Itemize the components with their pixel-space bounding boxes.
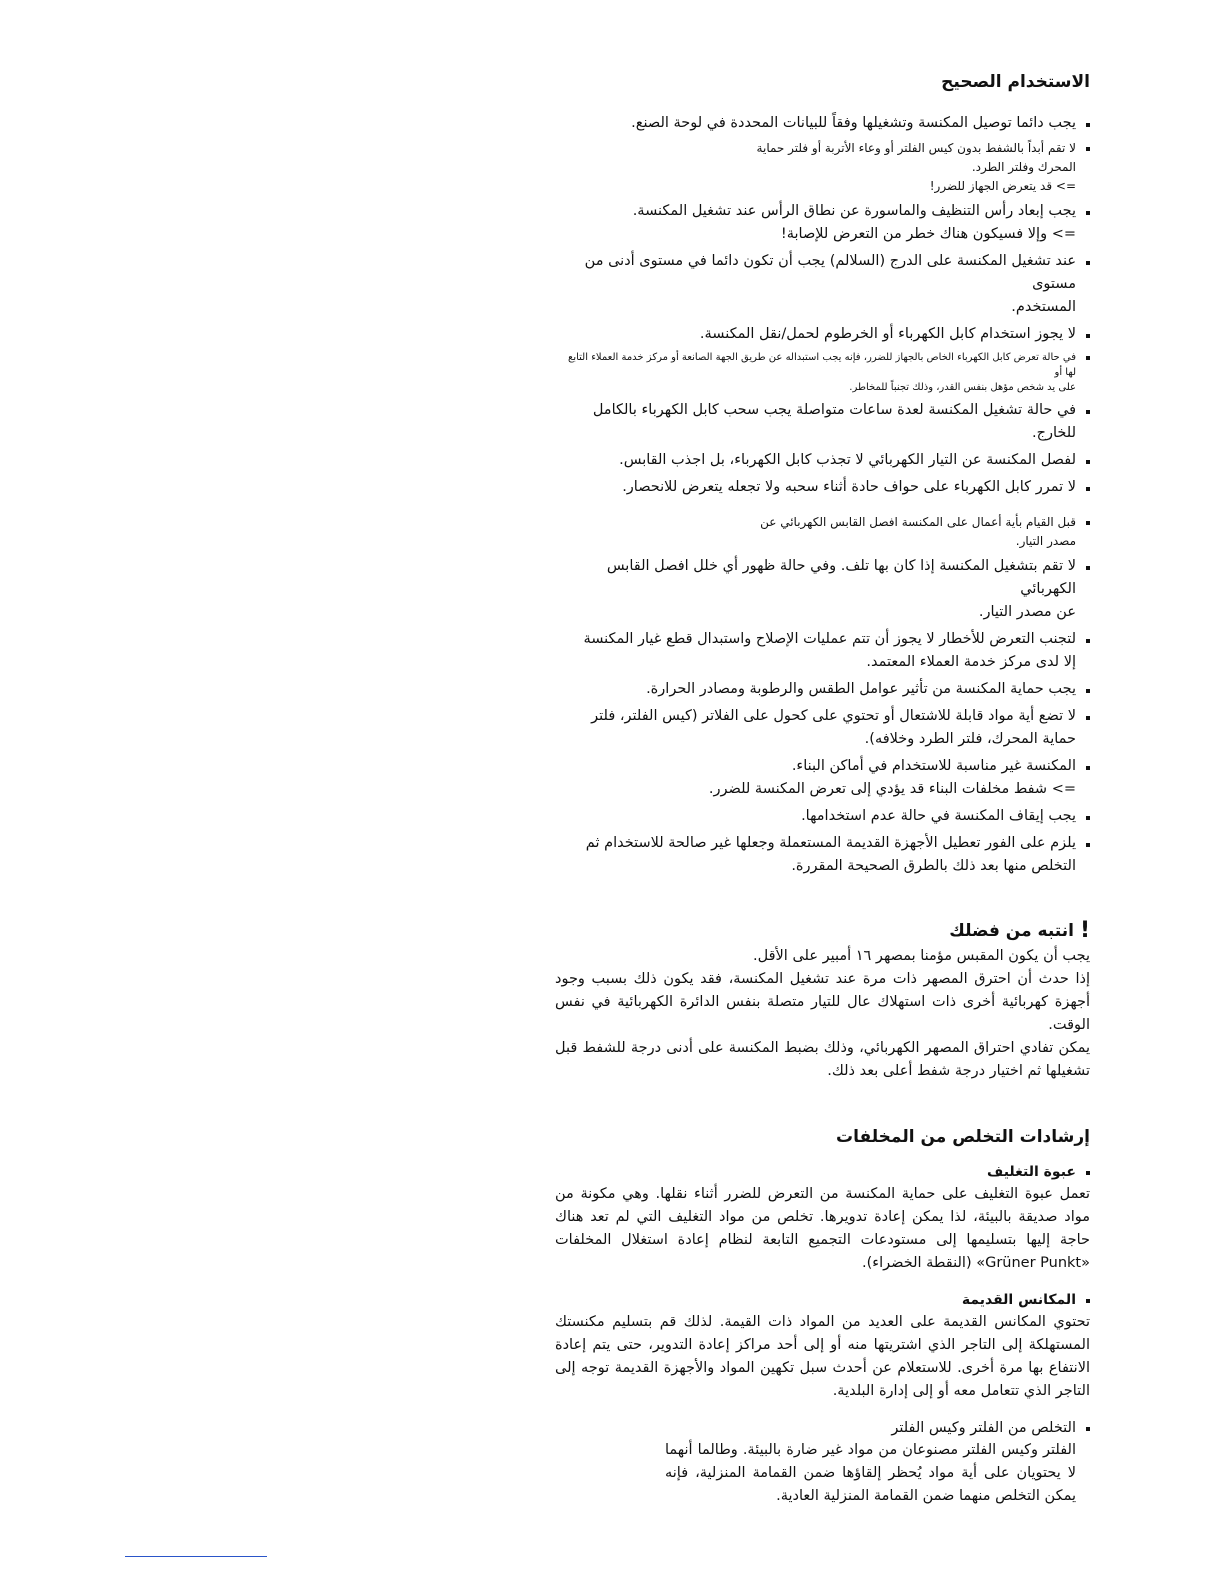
item-text: => وإلا فسيكون هناك خطر من التعرض للإصابة! [780,226,1076,242]
item-text: يجب إيقاف المكنسة في حالة عدم استخدامها. [801,808,1076,824]
section-title-disposal: إرشادات التخلص من المخلفات [836,1127,1090,1147]
item-text: حماية المحرك، فلتر الطرد وخلافه). [864,731,1076,747]
attention-title: انتبه من فضلك [949,920,1074,941]
list-item [555,250,1090,319]
item-text: المكنسة غير مناسبة للاستخدام في أماكن البناء. [791,758,1076,774]
item-text: لا تضع أية مواد قابلة للاشتعال أو تحتوي على كحول على الفلاتر (كيس الفلتر، فلتر [591,708,1076,724]
item-text: التخلص منها بعد ذلك بالطرق الصحيحة المقررة. [791,858,1076,874]
attention-section [555,918,1090,1083]
list-item [555,805,1090,828]
list-item [555,200,1090,246]
item-text: لا تقم أبداً بالشفط بدون كيس الفلتر أو وعاء الأتربة أو فلتر حماية [756,141,1076,155]
item-text: في حالة تعرض كابل الكهرباء الخاص بالجهاز للضرر، فإنه يجب استبداله عن طريق الجهة الصانعة أو مركز خدمة العملاء التابع لها أو [568,352,1076,378]
list-item [555,476,1090,499]
list-item [555,112,1090,135]
list-item [555,705,1090,751]
disposal-item-body: تحتوي المكانس القديمة على العديد من المواد ذات القيمة. لذلك قم بتسليم مكنستك المستهلكة إلى التاجر الذي اشتريتها منه أو إلى أحد مراكز إعادة التدوير، حتى يتم إعادة الانتفاع بها مرة أخرى. للاستعلام عن أحدث سبل تكهين المواد والأجهزة القديمة توجه إلى التاجر الذي تتعامل معه أو إلى إدارة البلدية. [555,1314,1090,1399]
list-item [555,678,1090,701]
disposal-section [555,1127,1090,1508]
item-text: لا يجوز استخدام كابل الكهرباء أو الخرطوم لحمل/نقل المكنسة. [699,326,1076,342]
disposal-item-heading: عبوة التغليف [555,1161,1090,1183]
item-text: => قد يتعرض الجهاز للضرر! [929,179,1076,193]
correct-use-list-2 [555,513,1090,878]
attention-header [555,918,1090,943]
list-item [555,755,1090,801]
item-text: قبل القيام بأية أعمال على المكنسة افصل القابس الكهربائي عن [760,515,1076,529]
disposal-item-heading: المكانس القديمة [555,1289,1090,1311]
item-text: => شفط مخلفات البناء قد يؤدي إلى تعرض المكنسة للضرر. [708,781,1076,797]
item-text: لفصل المكنسة عن التيار الكهربائي لا تجذب كابل الكهرباء، بل اجذب القابس. [619,452,1076,468]
document-page [555,72,1090,1522]
disposal-item-old-vacuums [555,1289,1090,1403]
item-text: يجب دائما توصيل المكنسة وتشغيلها وفقاً للبيانات المحددة في لوحة الصنع. [631,115,1076,131]
item-text: يجب حماية المكنسة من تأثير عوامل الطقس والرطوبة ومصادر الحرارة. [646,681,1076,697]
attention-paragraph: يجب أن يكون المقبس مؤمنا بمصهر ١٦ أمبير على الأقل. [753,948,1090,964]
attention-paragraph: إذا حدث أن احترق المصهر ذات مرة عند تشغيل المكنسة، فقد يكون ذلك بسبب وجود أجهزة كهربائية أخرى ذات استهلاك عال للتيار متصلة بنفس الدائرة الكهربائية في نفس الوقت. [555,971,1090,1033]
item-text: عند تشغيل المكنسة على الدرج (السلالم) يجب أن تكون دائما في مستوى أدنى من مستوى [584,253,1076,292]
item-text: مصدر التيار. [1015,534,1076,548]
list-item [555,555,1090,624]
disposal-item-packaging [555,1161,1090,1275]
list-item [555,628,1090,674]
section-title-correct-use: الاستخدام الصحيح [941,72,1090,92]
exclamation-icon: ! [1079,918,1090,943]
item-text: لا تمرر كابل الكهرباء على حواف حادة أثناء سحبه ولا تجعله يتعرض للانحصار. [622,479,1076,495]
list-item [555,399,1090,445]
item-text: عن مصدر التيار. [978,604,1076,620]
item-text: إلا لدى مركز خدمة العملاء المعتمد. [866,654,1076,670]
disposal-item-body: الفلتر وكيس الفلتر مصنوعان من مواد غير ضارة بالبيئة. وطالما أنهما لا يحتويان على أية مواد يُحظر إلقاؤها ضمن القمامة المنزلية، فإنه يمكن التخلص منهما ضمن القمامة المنزلية العادية. [665,1442,1076,1504]
item-text: المستخدم. [1011,299,1076,315]
list-item [555,832,1090,878]
footer-divider [125,1556,267,1557]
correct-use-list [555,112,1090,499]
disposal-item-filters [555,1417,1090,1508]
list-item [555,513,1090,551]
item-text: لا تقم بتشغيل المكنسة إذا كان بها تلف. وفي حالة ظهور أي خلل افصل القابس الكهربائي [606,558,1076,597]
list-item [555,449,1090,472]
list-item [555,139,1090,196]
attention-paragraph: يمكن تفادي احتراق المصهر الكهربائي، وذلك بضبط المكنسة على أدنى درجة للشفط قبل تشغيلها ثم اختيار درجة شفط أعلى بعد ذلك. [555,1040,1090,1079]
disposal-item-body: تعمل عبوة التغليف على حماية المكنسة من التعرض للضرر أثناء نقلها. وهي مكونة من مواد صديقة بالبيئة، لذا يمكن إعادة تدويرها. تخلص من مواد التغليف التي لم تعد هناك حاجة إليها بتسليمها إلى مستودعات التجميع التابعة لنظام إعادة استغلال المخلفات «Grüner Punkt» (النقطة الخضراء). [555,1186,1090,1271]
list-item [555,323,1090,346]
list-item [555,350,1090,395]
item-text: لتجنب التعرض للأخطار لا يجوز أن تتم عمليات الإصلاح واستبدال قطع غيار المكنسة [583,631,1076,647]
item-text: يجب إبعاد رأس التنظيف والماسورة عن نطاق الرأس عند تشغيل المكنسة. [632,203,1076,219]
item-text: في حالة تشغيل المكنسة لعدة ساعات متواصلة يجب سحب كابل الكهرباء بالكامل للخارج. [592,402,1076,441]
item-text: يلزم على الفور تعطيل الأجهزة القديمة المستعملة وجعلها غير صالحة للاستخدام ثم [585,835,1076,851]
item-text: المحرك وفلتر الطرد. [971,160,1076,174]
disposal-item-heading: التخلص من الفلتر وكيس الفلتر [555,1417,1090,1439]
item-text: على يد شخص مؤهل بنفس القدر، وذلك تجنباً للمخاطر. [849,382,1076,393]
